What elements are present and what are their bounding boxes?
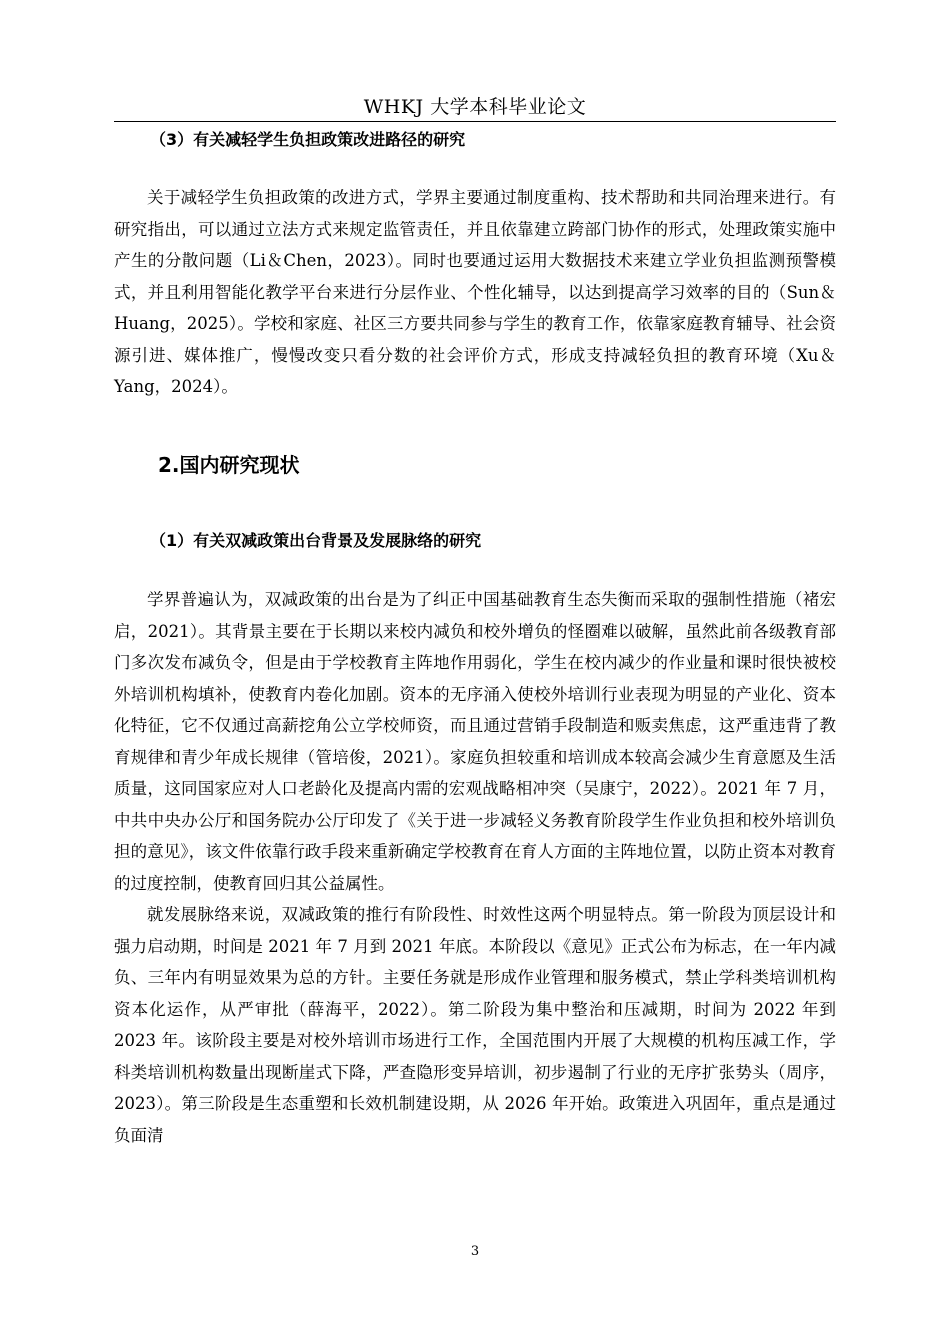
section-heading-policy-improvement: （3）有关减轻学生负担政策改进路径的研究 (150, 130, 466, 149)
page-number: 3 (470, 1244, 480, 1259)
header-rule (114, 121, 836, 122)
paragraph-background (114, 584, 836, 1151)
paragraph-policy-improvement (114, 182, 836, 403)
section-heading-domestic-research: 2.国内研究现状 (158, 453, 300, 477)
paragraph-text: 学界普遍认为，双减政策的出台是为了纠正中国基础教育生态失衡而采取的强制性措施（褚宏启，2021）。其背景主要在于长期以来校内减负和校外增负的怪圈难以破解，虽然此前各级教育部门多次发布减负令，但是由于学校教育主阵地作用弱化，学生在校内减少的作业量和课时很快被校外培训机构填补，使教育内卷化加剧。资本的无序涌入使校外培训行业表现为明显的产业化、资本化特征，它不仅通过高薪挖角公立学校师资，而且通过营销手段制造和贩卖焦虑，这严重违背了教育规律和青少年成长规律（管培俊，2021）。家庭负担较重和培训成本较高会减少生育意愿及生活质量，这同国家应对人口老龄化及提高内需的宏观战略相冲突（吴康宁，2022）。2021 年 7 月，中共中央办公厅和国务院办公厅印发了《关于进一步减轻义务教育阶段学生作业负担和校外培训负担的意见》，该文件依靠行政手段来重新确定学校教育在育人方面的主阵地位置，以防止资本对教育的过度控制，使教育回归其公益属性。 (114, 590, 836, 893)
paragraph-text: 关于减轻学生负担政策的改进方式，学界主要通过制度重构、技术帮助和共同治理来进行。有研究指出，可以通过立法方式来规定监管责任，并且依靠建立跨部门协作的形式，处理政策实施中产生的分散问题（Li＆Chen，2023）。同时也要通过运用大数据技术来建立学业负担监测预警模式，并且利用智能化教学平台来进行分层作业、个性化辅导，以达到提高学习效率的目的（Sun＆Huang，2025）。学校和家庭、社区三方要共同参与学生的教育工作，依靠家庭教育辅导、社会资源引进、媒体推广，慢慢改变只看分数的社会评价方式，形成支持减轻负担的教育环境（Xu＆Yang，2024）。 (114, 188, 836, 396)
running-header: WHKJ 大学本科毕业论文 (363, 96, 587, 118)
section-heading-background: （1）有关双减政策出台背景及发展脉络的研究 (150, 531, 482, 550)
paragraph-text: 就发展脉络来说，双减政策的推行有阶段性、时效性这两个明显特点。第一阶段为顶层设计和强力启动期，时间是 2021 年 7 月到 2021 年底。本阶段以《意见》正式公布为标志，在一年内减负、三年内有明显效果为总的方针。主要任务就是形成作业管理和服务模式，禁止学科类培训机构资本化运作，从严审批（薛海平，2022）。第二阶段为集中整治和压减期，时间为 2022 年到 2023 年。该阶段主要是对校外培训市场进行工作，全国范围内开展了大规模的机构压减工作，学科类培训机构数量出现断崖式下降，严查隐形变异培训，初步遏制了行业的无序扩张势头（周序，2023）。第三阶段是生态重塑和长效机制建设期，从 2026 年开始。政策进入巩固年，重点是通过负面清 (114, 905, 836, 1145)
